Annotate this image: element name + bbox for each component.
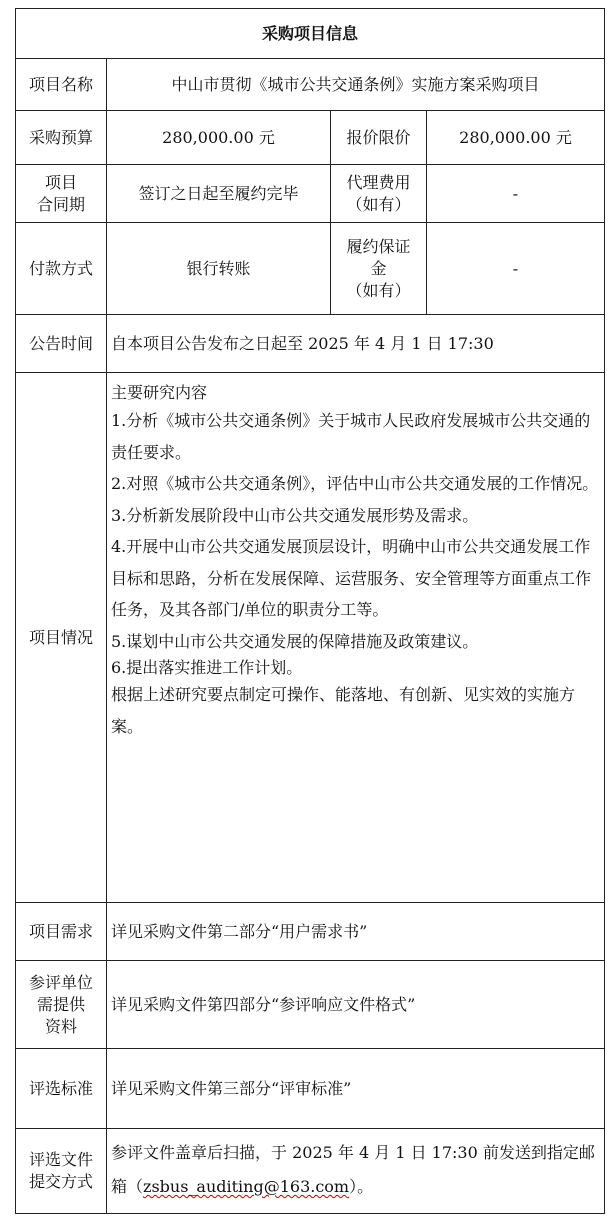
contract-period-label-line2: 合同期 bbox=[36, 194, 85, 214]
project-name-label: 项目名称 bbox=[16, 59, 107, 111]
situation-item-3: 3.分析新发展阶段中山市公共交通发展形势及需求。 bbox=[111, 505, 479, 525]
situation-item-1: 1.分析《城市公共交通条例》关于城市人民政府发展城市公共交通的责任要求。 bbox=[111, 411, 591, 462]
table-title: 采购项目信息 bbox=[16, 9, 605, 59]
deposit-label-line3: （如有） bbox=[346, 280, 411, 300]
situation-label: 项目情况 bbox=[16, 373, 107, 903]
materials-label-line2: 需提供 bbox=[36, 994, 85, 1014]
agency-fee-label bbox=[331, 165, 427, 223]
budget-value: 280,000.00 元 bbox=[107, 111, 331, 165]
situation-intro: 主要研究内容 bbox=[111, 383, 208, 402]
criteria-value: 详见采购文件第三部分“评审标准” bbox=[107, 1049, 605, 1129]
budget-label: 采购预算 bbox=[16, 111, 107, 165]
requirements-label: 项目需求 bbox=[16, 903, 107, 961]
deposit-value: - bbox=[427, 223, 605, 315]
situation-item-4: 4.开展中山市公共交通发展顶层设计，明确中山市公共交通发展工作目标和思路，分析在发展保障、运营服务、安全管理等方面重点工作任务，及其各部门/单位的职责分工等。 bbox=[111, 537, 592, 619]
contract-period-value: 签订之日起至履约完毕 bbox=[107, 165, 331, 223]
situation-item-6: 6.提出落实推进工作计划。 bbox=[111, 658, 303, 677]
materials-value: 详见采购文件第四部分“参评响应文件格式” bbox=[107, 961, 605, 1049]
deposit-label-line2: 金 bbox=[370, 258, 387, 278]
situation-conclusion: 根据上述研究要点制定可操作、能落地、有创新、见实效的实施方案。 bbox=[111, 685, 576, 736]
requirements-value: 详见采购文件第二部分“用户需求书” bbox=[107, 903, 605, 961]
price-limit-label: 报价限价 bbox=[331, 111, 427, 165]
materials-label-line3: 资料 bbox=[44, 1016, 77, 1036]
submission-text-prefix: 参评文件盖章后扫描，于 2025 年 4 月 1 日 17:30 前发送到指定邮箱（ bbox=[111, 1143, 595, 1196]
submission-label bbox=[16, 1129, 107, 1214]
materials-label-line1: 参评单位 bbox=[28, 972, 93, 992]
contract-period-label-line1: 项目 bbox=[44, 172, 77, 192]
submission-value bbox=[107, 1129, 605, 1214]
situation-content bbox=[107, 373, 605, 903]
deposit-label bbox=[331, 223, 427, 315]
submission-label-line1: 评选文件 bbox=[28, 1150, 93, 1169]
situation-item-5: 5.谋划中山市公共交通发展的保障措施及政策建议。 bbox=[111, 631, 479, 651]
announcement-value: 自本项目公告发布之日起至 2025 年 4 月 1 日 17:30 bbox=[107, 315, 605, 373]
submission-label-line2: 提交方式 bbox=[28, 1172, 93, 1191]
submission-email: zsbus_auditing@163.com bbox=[143, 1177, 350, 1196]
deposit-label-line1: 履约保证 bbox=[346, 236, 411, 256]
contract-period-label bbox=[16, 165, 107, 223]
procurement-info-table bbox=[15, 8, 605, 1214]
submission-text-suffix: ）。 bbox=[349, 1177, 374, 1196]
payment-label: 付款方式 bbox=[16, 223, 107, 315]
project-name-value: 中山市贯彻《城市公共交通条例》实施方案采购项目 bbox=[107, 59, 605, 111]
situation-item-2: 2.对照《城市公共交通条例》，评估中山市公共交通发展的工作情况。 bbox=[111, 474, 599, 493]
agency-fee-label-line1: 代理费用 bbox=[346, 172, 411, 192]
criteria-label: 评选标准 bbox=[16, 1049, 107, 1129]
payment-value: 银行转账 bbox=[107, 223, 331, 315]
agency-fee-label-line2: （如有） bbox=[346, 194, 411, 214]
agency-fee-value: - bbox=[427, 165, 605, 223]
price-limit-value: 280,000.00 元 bbox=[427, 111, 605, 165]
materials-label bbox=[16, 961, 107, 1049]
announcement-label: 公告时间 bbox=[16, 315, 107, 373]
